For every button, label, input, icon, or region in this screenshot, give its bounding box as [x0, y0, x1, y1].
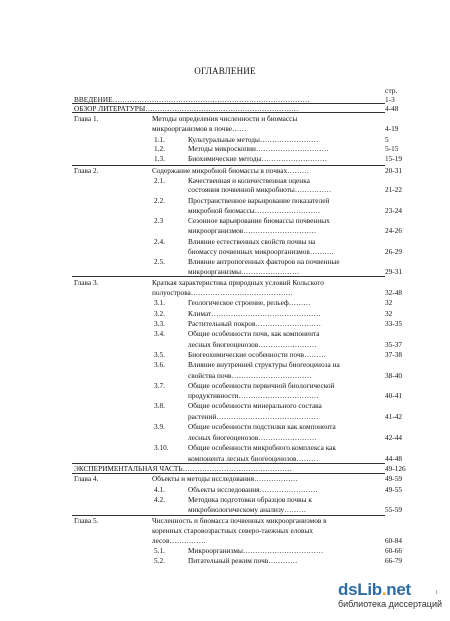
toc-entry-text: ВВЕДЕНИЕ………………………………………………………………………: [74, 96, 310, 104]
toc-page-range: 4-19: [385, 124, 399, 133]
toc-entry-text: микробиологическому анализу………: [188, 506, 307, 514]
toc-section-number: 2.5.: [154, 257, 165, 266]
toc-entry-text: Краткая характеристика природных условий Кольского: [152, 279, 324, 287]
table-rule: [72, 463, 385, 464]
toc-entry-text: Пространственное варьирование показателей: [188, 197, 330, 205]
toc-page-range: 40-41: [385, 391, 403, 400]
toc-entry-text: лесов……………: [152, 537, 206, 545]
toc-entry-text: Численность и биомасса почвенных микроорганизмов в: [152, 517, 327, 525]
toc-page-range: 49-59: [385, 474, 403, 483]
toc-entry-text: Влияние внутренней структуры биогеоценоза на: [188, 361, 340, 369]
toc-page-range: 5: [385, 135, 389, 144]
toc-page-range: 21-22: [385, 185, 403, 194]
toc-entry-text: состояния почвенной микробиоты……………: [188, 186, 332, 194]
toc-page-range: 66-79: [385, 556, 403, 565]
toc-section-number: 3.3.: [154, 319, 165, 328]
toc-section-number: 3.1.: [154, 298, 165, 307]
toc-entry-text: Объекты исследования……………………: [188, 486, 318, 494]
table-rule: [72, 276, 385, 277]
toc-entry-text: Общие особенности первичной биологической: [188, 382, 335, 390]
toc-page-range: 5-15: [385, 144, 399, 153]
toc-entry-text: Объекты и методы исследования………………: [152, 475, 298, 483]
toc-section-number: 3.4.: [154, 329, 165, 338]
toc-entry-text: растений……………………………………: [188, 413, 319, 421]
toc-page-range: 60-84: [385, 536, 403, 545]
toc-page-range: 32-48: [385, 288, 403, 297]
toc-page-range: 26-29: [385, 247, 403, 256]
table-rule: [72, 473, 385, 474]
watermark: [338, 580, 448, 609]
toc-chapter-label: Глава 1.: [74, 114, 99, 123]
toc-entry-text: лесных биогеоценозов……………………: [188, 341, 317, 349]
toc-entry-text: лесных биогеоценозов……………………: [188, 434, 317, 442]
toc-section-number: 1.2.: [154, 144, 165, 153]
toc-section-number: 3.10.: [154, 443, 169, 452]
toc-section-number: 3.8.: [154, 401, 165, 410]
toc-page-range: 23-24: [385, 206, 403, 215]
toc-section-number: 4.1.: [154, 485, 165, 494]
toc-page-range: 32: [385, 309, 393, 318]
toc-chapter-label: Глава 4.: [74, 474, 99, 483]
toc-entry-text: Культуральные методы……………………: [188, 136, 319, 144]
toc-page-range: 29-31: [385, 267, 403, 276]
toc-page-range: 49-55: [385, 485, 403, 494]
toc-entry-text: Общие особенности минерального состава: [188, 402, 322, 410]
toc-page-range: 41-42: [385, 412, 403, 421]
toc-page-range: 42-44: [385, 433, 403, 442]
toc-entry-text: Общие особенности подстилки как компонента: [188, 423, 336, 431]
toc-section-number: 2.4.: [154, 237, 165, 246]
toc-page-range: 20-31: [385, 166, 403, 175]
toc-entry-text: Общие особенности почв, как компонента: [188, 330, 320, 338]
page-title: ОГЛАВЛЕНИЕ: [194, 66, 256, 76]
toc-entry-text: биомассу почвенных микроорганизмов……….: [188, 248, 334, 256]
toc-section-number: 3.5.: [154, 350, 165, 359]
toc-section-number: 3.6.: [154, 360, 165, 369]
toc-section-number: 2.3: [154, 216, 164, 225]
toc-page-range: 4-48: [385, 104, 399, 113]
dslib-logo: dsLib.net: [338, 580, 411, 599]
toc-page-range: 55-59: [385, 505, 403, 514]
toc-entry-text: микроорганизмов в почве……: [152, 125, 247, 133]
toc-page-range: 35-37: [385, 340, 403, 349]
toc-entry-text: Питательный режим почв…………: [188, 557, 298, 565]
toc-page-range: 33-35: [385, 319, 403, 328]
toc-section-number: 2.2.: [154, 196, 165, 205]
toc-section-number: 3.7.: [154, 381, 165, 390]
toc-section-number: 1.3.: [154, 154, 165, 163]
toc-page-range: 44-48: [385, 454, 403, 463]
toc-section-number: 1.1.: [154, 135, 165, 144]
toc-section-number: 5.2.: [154, 556, 165, 565]
toc-entry-text: ЭКСПЕРИМЕНТАЛЬНАЯ ЧАСТЬ………………………………………: [74, 465, 292, 473]
page-column-header: стр.: [385, 86, 398, 95]
page-number: 1: [435, 590, 438, 596]
toc-entry-text: Влияние естественных свойств почвы на: [188, 238, 316, 246]
toc-page-range: 24-26: [385, 226, 403, 235]
toc-section-number: 3.2.: [154, 309, 165, 318]
toc-entry-text: коренных старовозрастных северо-таежных еловых: [152, 527, 314, 535]
toc-entry-text: Сезонное варьирование биомассы почвенных: [188, 217, 330, 225]
toc-page-range: 49-126: [385, 464, 406, 473]
toc-section-number: 2.1.: [154, 176, 165, 185]
toc-chapter-label: Глава 2.: [74, 166, 99, 175]
toc-entry-text: ОБЗОР ЛИТЕРАТУРЫ………………………………………………………: [74, 105, 299, 113]
toc-entry-text: Влияние антропогенных факторов на почвенные: [188, 258, 340, 266]
toc-chapter-label: Глава 3.: [74, 278, 99, 287]
toc-entry-text: Методика подготовки образцов почвы к: [188, 496, 312, 504]
toc-entry-text: микроорганизмов…………………………: [188, 227, 317, 235]
toc-page-range: 60-66: [385, 546, 403, 555]
table-rule: [72, 515, 385, 516]
toc-entry-text: Качественная и количественная оценка: [188, 177, 310, 185]
toc-entry-text: Содержание микробной биомассы в почвах………: [152, 167, 309, 175]
toc-section-number: 3.9.: [154, 422, 165, 431]
toc-entry-text: Методы микроскопии…………………………: [188, 145, 329, 153]
toc-section-number: 4.2.: [154, 495, 165, 504]
toc-chapter-label: Глава 5.: [74, 516, 99, 525]
toc-page-range: 32: [385, 298, 393, 307]
toc-entry-text: Растительный покров………………………: [188, 320, 322, 328]
toc-entry-text: свойства почв……………………………: [188, 372, 312, 380]
toc-entry-text: Микроорганизмы……………………………: [188, 547, 324, 555]
watermark-subtitle: библиотека диссертаций: [338, 599, 443, 609]
toc-entry-text: Методы определения численности и биомассы: [152, 115, 298, 123]
table-rule: [72, 165, 385, 166]
toc-page-range: 15-19: [385, 154, 403, 163]
toc-section-number: 5.1.: [154, 546, 165, 555]
toc-page-range: 38-40: [385, 371, 403, 380]
toc-entry-text: Биогеохимические особенности почв………: [188, 351, 327, 359]
toc-entry-text: продуктивности……………………………: [188, 392, 319, 400]
toc-entry-text: полуострова……………………………………: [152, 289, 293, 297]
toc-entry-text: Климат………………………………………: [188, 310, 321, 318]
toc-entry-text: Геологическое строение, рельеф………: [188, 299, 311, 307]
toc-entry-text: Общие особенности микробного комплекса как: [188, 444, 336, 452]
toc-entry-text: микроорганизмы……………………: [188, 268, 300, 276]
toc-entry-text: микробной биомассы………………………: [188, 207, 321, 215]
toc-entry-text: Биохимические методы………………………: [188, 155, 328, 163]
toc-page-range: 1-3: [385, 95, 395, 104]
toc-page-range: 37-38: [385, 350, 403, 359]
toc-entry-text: компонента лесных биогеоценозов………: [188, 455, 319, 463]
